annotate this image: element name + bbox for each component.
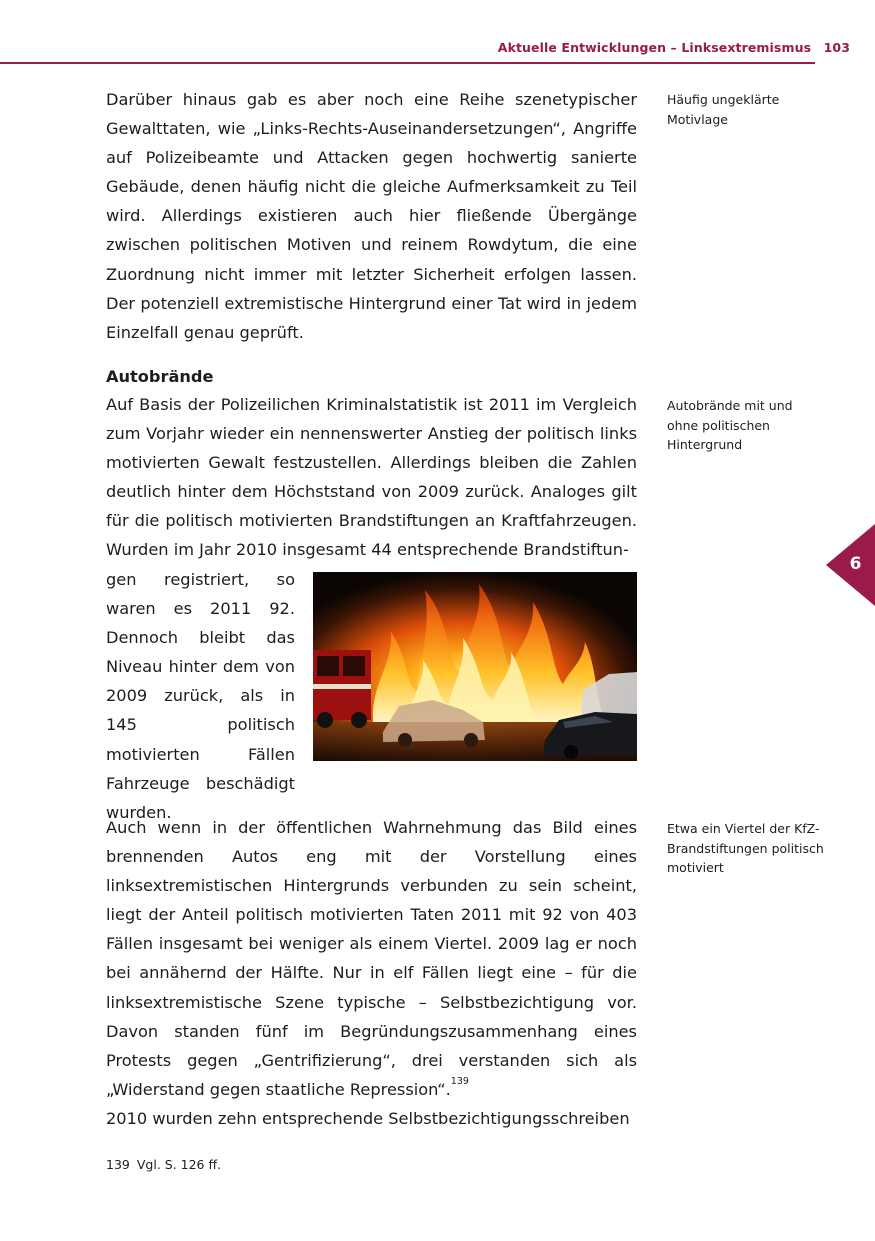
paragraph-text: Auf Basis der Polizeilichen Kriminalstatistik ist 2011 im Vergleich zum Vorjahr wieder ein nennenswerter Anstieg der politisch links motivierten Gewalt festzustellen. Allerdings bleiben die Zahlen deutlich hinter dem Höchststand von 2009 zurück. Analoges gilt für die politisch motivierten Brandstiftungen an Kraftfahrzeugen. Wurden im Jahr 2010 insgesamt 44 entsprechende Brandstiftun- <box>106 395 637 560</box>
page-number: 103 <box>823 40 850 55</box>
paragraph-text: gen registriert, so waren es 2011 92. Dennoch bleibt das Niveau hinter dem von 2009 zurück, als in 145 politisch motivierten Fällen Fahrzeuge beschädigt wurden. <box>106 570 295 822</box>
margin-note-1: Häufig ungeklärte Motivlage <box>667 92 780 127</box>
running-title: Aktuelle Entwicklungen – Linksextremismus <box>497 40 812 55</box>
section-heading: Autobrände <box>106 367 214 386</box>
header-rule <box>0 62 815 64</box>
body-paragraph-2-wrapped <box>106 565 295 827</box>
body-paragraph-3 <box>106 813 637 1133</box>
margin-note-2: Autobrände mit und ohne politischen Hintergrund <box>667 398 793 452</box>
footnote-text: Vgl. S. 126 ff. <box>136 1157 222 1172</box>
paragraph-text <box>106 813 637 1133</box>
margin-note-3: Etwa ein Viertel der KfZ-Brandstiftungen politisch motiviert <box>667 821 824 875</box>
paragraph-text-continued: 2010 wurden zehn entsprechende Selbstbezichtigungsschreiben <box>106 1108 630 1128</box>
burning-car-illustration <box>313 572 637 761</box>
paragraph-text: Darüber hinaus gab es aber noch eine Reihe szenetypischer Gewalttaten, wie „Links-Rechts-Auseinandersetzungen“, Angriffe auf Polizeibeamte und Attacken gegen hochwertig sanierte Gebäude, denen häufig nicht die gleiche Aufmerksamkeit zu Teil wird. Allerdings existieren auch hier fließende Übergänge zwischen politischen Motiven und reinem Rowdytum, die eine Zuordnung nicht immer mit letzter Sicherheit erfolgen lassen. Der potenziell extremistische Hintergrund einer Tat wird in jedem Einzelfall genau geprüft. <box>106 90 637 342</box>
footnote <box>106 1156 221 1174</box>
footnote-reference[interactable]: 139 <box>450 1075 469 1087</box>
chapter-number: 6 <box>849 554 862 574</box>
body-paragraph-2 <box>106 390 637 565</box>
paragraph-text-main: Auch wenn in der öffentlichen Wahrnehmung das Bild eines brennenden Autos eng mit der Vorstellung eines linksextremistischen Hintergrunds verbunden zu sein scheint, liegt der Anteil politisch motivierten Taten 2011 mit 92 von 403 Fällen insgesamt bei weniger als einem Viertel. 2009 lag er noch bei annähernd der Hälfte. Nur in elf Fällen liegt eine – für die linksextremistische Szene typische – Selbstbezichtigung vor. Davon standen fünf im Begründungszusammenhang eines Protests gegen „Gentrifizierung“, drei verstanden sich als „Widerstand gegen staatliche Repression“. <box>106 818 637 1099</box>
burning-car-photo <box>313 572 637 761</box>
running-header <box>498 40 850 55</box>
body-paragraph-1 <box>106 85 637 347</box>
footnote-number: 139 <box>106 1157 130 1172</box>
